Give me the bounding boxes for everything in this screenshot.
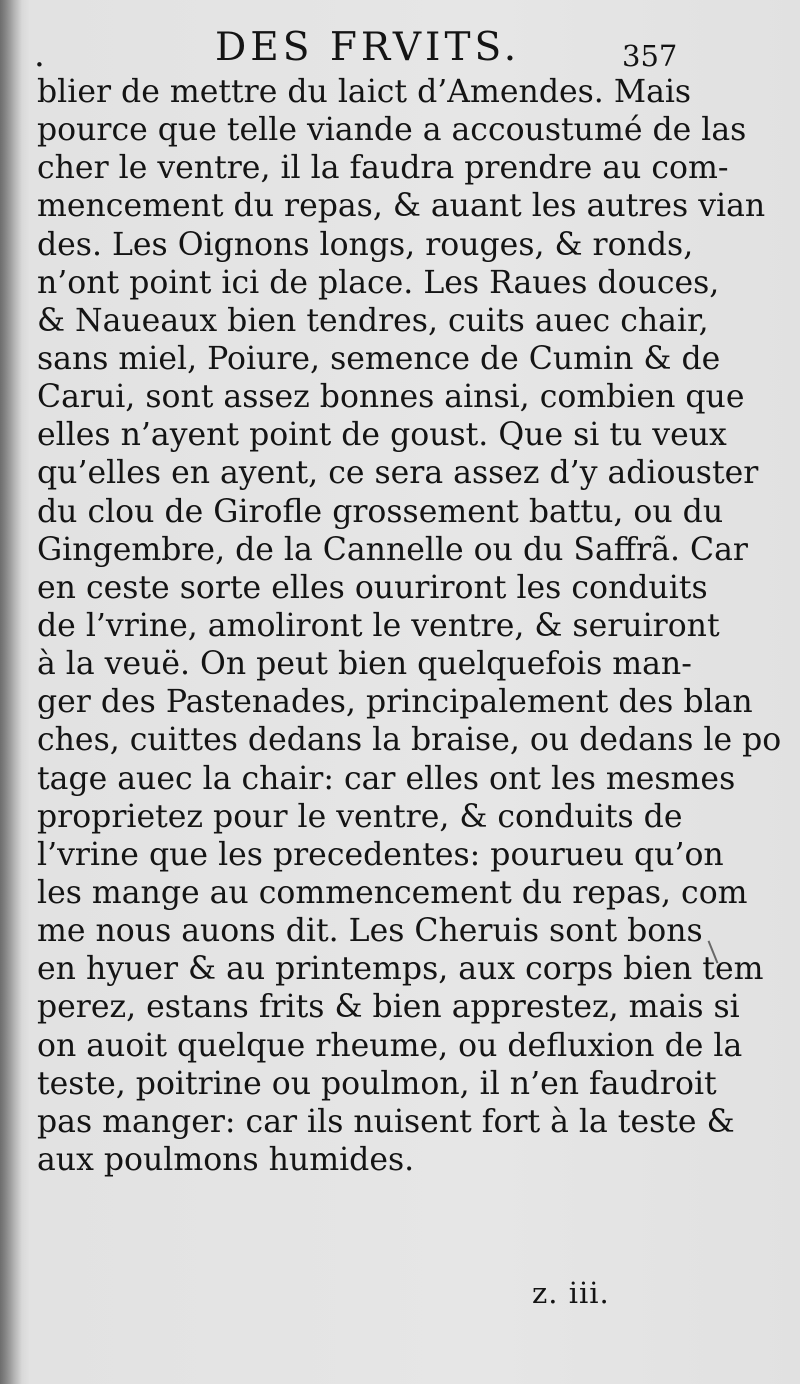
text-line: teste, poitrine ou poulmon, il n’en faudroit — [37, 1065, 717, 1102]
text-line: des. Les Oignons longs, rouges, & ronds, — [37, 226, 694, 263]
text-line: ger des Pastenades, principalement des blan — [37, 684, 753, 721]
running-title: DES FRVITS. — [215, 25, 521, 70]
text-line: en hyuer & au printemps, aux corps bien tem — [37, 951, 764, 988]
text-line: elles n’ayent point de goust. Que si tu veux — [37, 417, 727, 454]
text-line: tage auec la chair: car elles ont les mesmes — [37, 760, 736, 797]
signature-mark: z. iii. — [532, 1276, 610, 1310]
text-line: les mange au commencement du repas, com — [37, 874, 748, 911]
header-dot: . — [34, 35, 45, 75]
text-line: cher le ventre, il la faudra prendre au com- — [37, 150, 729, 187]
text-line: proprietez pour le ventre, & conduits de — [37, 798, 683, 835]
text-line: n’ont point ici de place. Les Raues douces, — [37, 264, 720, 301]
text-line: en ceste sorte elles ouuriront les conduits — [37, 569, 708, 606]
text-line: qu’elles en ayent, ce sera assez d’y adiouster — [37, 455, 759, 492]
text-line: mencement du repas, & auant les autres vian — [37, 188, 766, 225]
text-line: ches, cuittes dedans la braise, ou dedans le po — [37, 722, 782, 759]
text-line: l’vrine que les precedentes: pourueu qu’on — [37, 836, 724, 873]
text-line: perez, estans frits & bien apprestez, mais si — [37, 989, 740, 1026]
text-line: de l’vrine, amoliront le ventre, & seruiront — [37, 607, 720, 644]
text-line: sans miel, Poiure, semence de Cumin & de — [37, 340, 721, 377]
text-line: me nous auons dit. Les Cheruis sont bons — [37, 913, 703, 950]
binding-shadow — [0, 0, 22, 1384]
text-line: on auoit quelque rheume, ou defluxion de la — [37, 1027, 743, 1064]
text-line: Carui, sont assez bonnes ainsi, combien que — [37, 379, 745, 416]
text-line: du clou de Girofle grossement battu, ou du — [37, 493, 724, 530]
page-number: 357 — [622, 39, 678, 73]
body-text — [37, 73, 782, 1179]
text-line: blier de mettre du laict d’Amendes. Mais — [37, 74, 692, 110]
running-head — [0, 22, 800, 75]
text-line: Gingembre, de la Cannelle ou du Saffrã. Car — [37, 531, 748, 568]
text-line: à la veuë. On peut bien quelquefois man- — [37, 646, 692, 683]
text-line: aux poulmons humides. — [37, 1141, 415, 1178]
text-line: pource que telle viande a accoustumé de las — [37, 112, 747, 149]
text-line: pas manger: car ils nuisent fort à la teste & — [37, 1103, 735, 1140]
text-line: & Naueaux bien tendres, cuits auec chair, — [37, 302, 709, 339]
